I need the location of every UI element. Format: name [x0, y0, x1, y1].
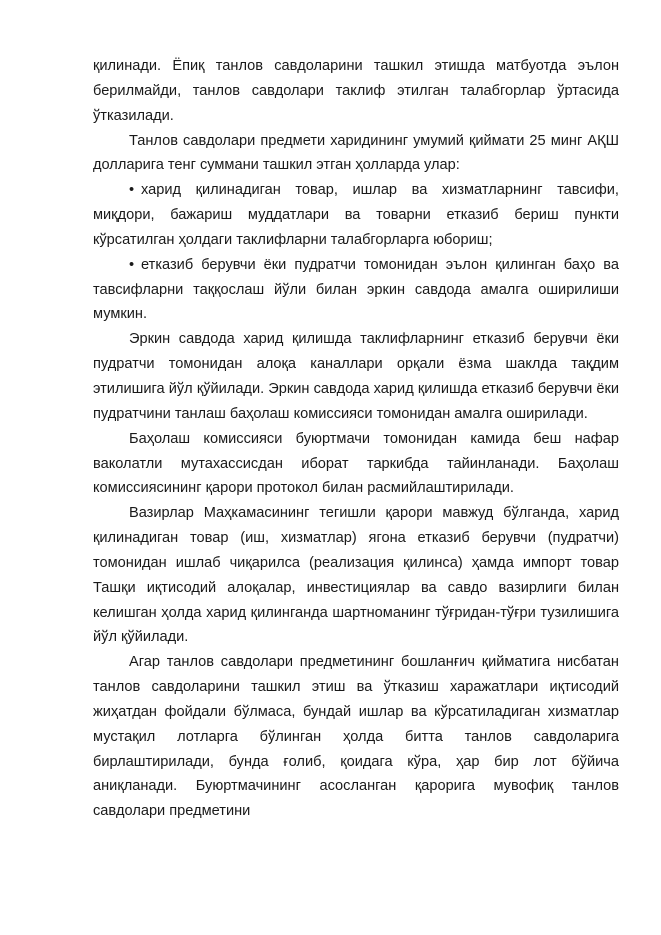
- paragraph-continuation: қилинади. Ёпиқ танлов савдоларини ташкил этишда матбуотда эълон берилмайди, танлов савдолари таклиф этилган талабгорлар ўртасида ўтказилади.: [93, 58, 619, 124]
- bullet-text: етказиб берувчи ёки пудратчи томонидан эълон қилинган баҳо ва тавсифларни таққослаш йўли билан эркин савдода амалга оширилиши мумкин.: [93, 256, 619, 323]
- bullet-icon: •: [129, 182, 135, 199]
- bullet-icon: •: [129, 256, 135, 273]
- paragraph-lots: Агар танлов савдолари предметининг бошланғич қийматига нисбатан танлов савдоларини ташкил этиш ва ўтказиш харажатлари иқтисодий жиҳатдан фойдали бўлмаса, бундай ишлар ва кўрсатиладиган хизматлар мустақил лотларга бўлинган ҳолда битта танлов савдоларига бирлаштирилади, бунда ғолиб, қоидага кўра, ҳар бир лот бўйича аниқланади. Буюртмачининг асосланган қарорига мувофиқ танлов савдолари предметини: [93, 654, 619, 820]
- bullet-item-1: [93, 178, 619, 253]
- bullet-item-2: [93, 253, 619, 328]
- bullet-text: харид қилинадиган товар, ишлар ва хизматларнинг тавсифи, миқдори, бажариш муддатлари ва товарни етказиб бериш пункти кўрсатилган ҳолдаги таклифларни талабгорларга юбориш;: [93, 182, 619, 248]
- paragraph-tender-value: Танлов савдолари предмети харидининг умумий қиймати 25 минг АҚШ долларига тенг суммани ташкил этган ҳолларда улар:: [93, 132, 619, 174]
- paragraph-cabinet-decision: Вазирлар Маҳкамасининг тегишли қарори мавжуд бўлганда, харид қилинадиган товар (иш, хизматлар) ягона етказиб берувчи (пудратчи) томонидан ишлаб чиқарилса (реализация қилинса) ҳамда импорт товар Ташқи иқтисодий алоқалар, инвестициялар ва савдо вазирлиги билан келишган ҳолда харид қилинганда шартноманинг тўғридан-тўғри тузилишига йўл қўйилади.: [93, 505, 619, 646]
- paragraph-evaluation-commission: Баҳолаш комиссияси буюртмачи томонидан камида беш нафар ваколатли мутахассисдан иборат таркибда тайинланади. Баҳолаш комиссиясининг қарори протокол билан расмийлаштирилади.: [93, 430, 619, 497]
- paragraph-free-trade: Эркин савдода харид қилишда таклифларнинг етказиб берувчи ёки пудратчи томонидан алоқа каналлари орқали ёзма шаклда тақдим этилишига йўл қўйилади. Эркин савдода харид қилишда етказиб берувчи ёки пудратчини танлаш баҳолаш комиссияси томонидан амалга оширилади.: [93, 331, 619, 422]
